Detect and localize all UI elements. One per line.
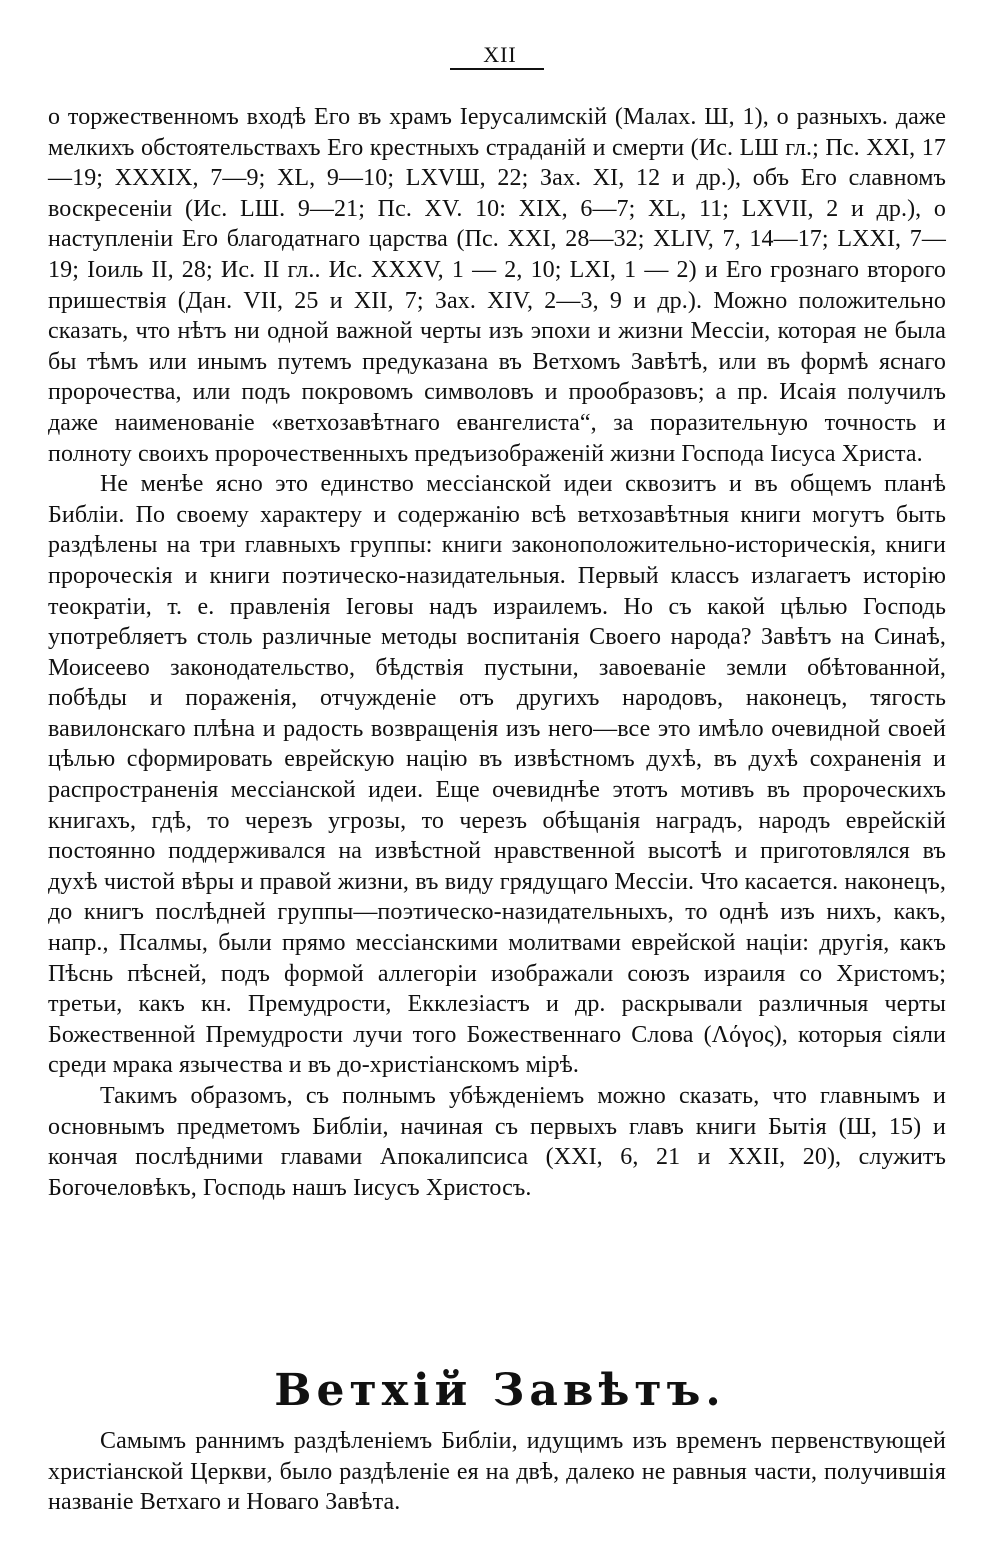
page-number: XII [483,42,517,67]
paragraph-1: о торжественномъ входѣ Его въ храмъ Іерусалимскій (Малах. Ш, 1), о разныхъ. даже мелкихъ обстоятельствахъ Его крестныхъ страданій и смерти (Ис. LШ гл.; Пс. XXI, 17—19; XXXIX, 7—9; XL, 9—10; LXVШ, 22; Зах. XI, 12 и др.), объ Его славномъ воскресеніи (Ис. LШ. 9—21; Пс. XV. 10: XIX, 6—7; XL, 11; LXVII, 2 и др.), о наступленіи Его благодатнаго царства (Пс. XXI, 28—32; XLIV, 7, 14—17; LXXI, 7—19; Іоиль II, 28; Ис. II гл.. Ис. XXXV, 1 — 2, 10; LXI, 1 — 2) и Его грознаго второго пришествія (Дан. VII, 25 и XII, 7; Зах. XIV, 2—3, 9 и др.). Можно положительно сказать, что нѣтъ ни одной важной черты изъ эпохи и жизни Мессіи, которая не была бы тѣмъ или инымъ путемъ предуказана въ Ветхомъ Завѣтѣ, или въ формѣ яснаго пророчества, или подъ покровомъ символовъ и прообразовъ; а пр. Исаія получилъ даже наименованіе «ветхозавѣтнаго евангелиста“, за поразительную точность и полноту своихъ пророчественныхъ предъизображеній жизни Господа Іисуса Христа. [48,104,946,467]
section-paragraph: Самымъ раннимъ раздѣленіемъ Библіи, идущимъ изъ временъ первенствующей христіанской Церкви, было раздѣленіе ея на двѣ, далеко не равныя части, получившія названіе Ветхаго и Новаго Завѣта. [48,1428,946,1516]
body-text [48,102,946,1203]
section-body [48,1426,946,1518]
section-heading: Ветхій Завѣтъ. [274,1365,726,1416]
paragraph-2: Не менѣе ясно это единство мессіанской идеи сквозитъ и въ общемъ планѣ Библіи. По своему характеру и содержанію всѣ ветхозавѣтныя книги могутъ быть раздѣлены на три главныхъ группы: книги законоположительно-историческія, книги пророческія и книги поэтическо-назидательныя. Первый классъ излагаетъ исторію теократіи, т. е. правленія Іеговы надъ израилемъ. Но съ какой цѣлью Господь употребляетъ столь различные методы воспитанія Своего народа? Завѣтъ на Синаѣ, Моисеево законодательство, бѣдствія пустыни, завоеваніе земли обѣтованной, побѣды и пораженія, отчужденіе отъ другихъ народовъ, наконецъ, тягость вавилонскаго плѣна и радость возвращенія изъ него—все это имѣло очевидной своей цѣлью сформировать еврейскую націю въ извѣстномъ духѣ, въ духѣ сохраненія и распространенія мессіанской идеи. Еще очевиднѣе этотъ мотивъ въ пророческихъ книгахъ, гдѣ, то черезъ угрозы, то черезъ обѣщанія наградъ, народъ еврейскій постоянно поддерживался на извѣстной нравственной высотѣ и приготовлялся въ духѣ чистой вѣры и правой жизни, въ виду грядущаго Мессіи. Что касается. наконецъ, до книгъ послѣдней группы—поэтическо-назидательныхъ, то однѣ изъ нихъ, какъ, напр., Псалмы, были прямо мессіанскими молитвами еврейской націи: другія, какъ Пѣснь пѣсней, подъ формой аллегоріи изображали союзъ израиля со Христомъ; третьи, какъ кн. Премудрости, Екклезіастъ и др. раскрывали различныя черты Божественной Премудрости лучи того Божественнаго Слова (Λόγος), которыя сіяли среди мрака язычества и въ до-христіанскомъ мірѣ. [48,471,946,1079]
page-number-rule [450,68,544,70]
paragraph-3: Такимъ образомъ, съ полнымъ убѣжденіемъ можно сказать, что главнымъ и основнымъ предметомъ Библіи, начиная съ первыхъ главъ книги Бытія (Ш, 15) и кончая послѣдними главами Апокалипсиса (XXI, 6, 21 и XXII, 20), служитъ Богочеловѣкъ, Господь нашъ Іисусъ Христосъ. [48,1083,946,1201]
